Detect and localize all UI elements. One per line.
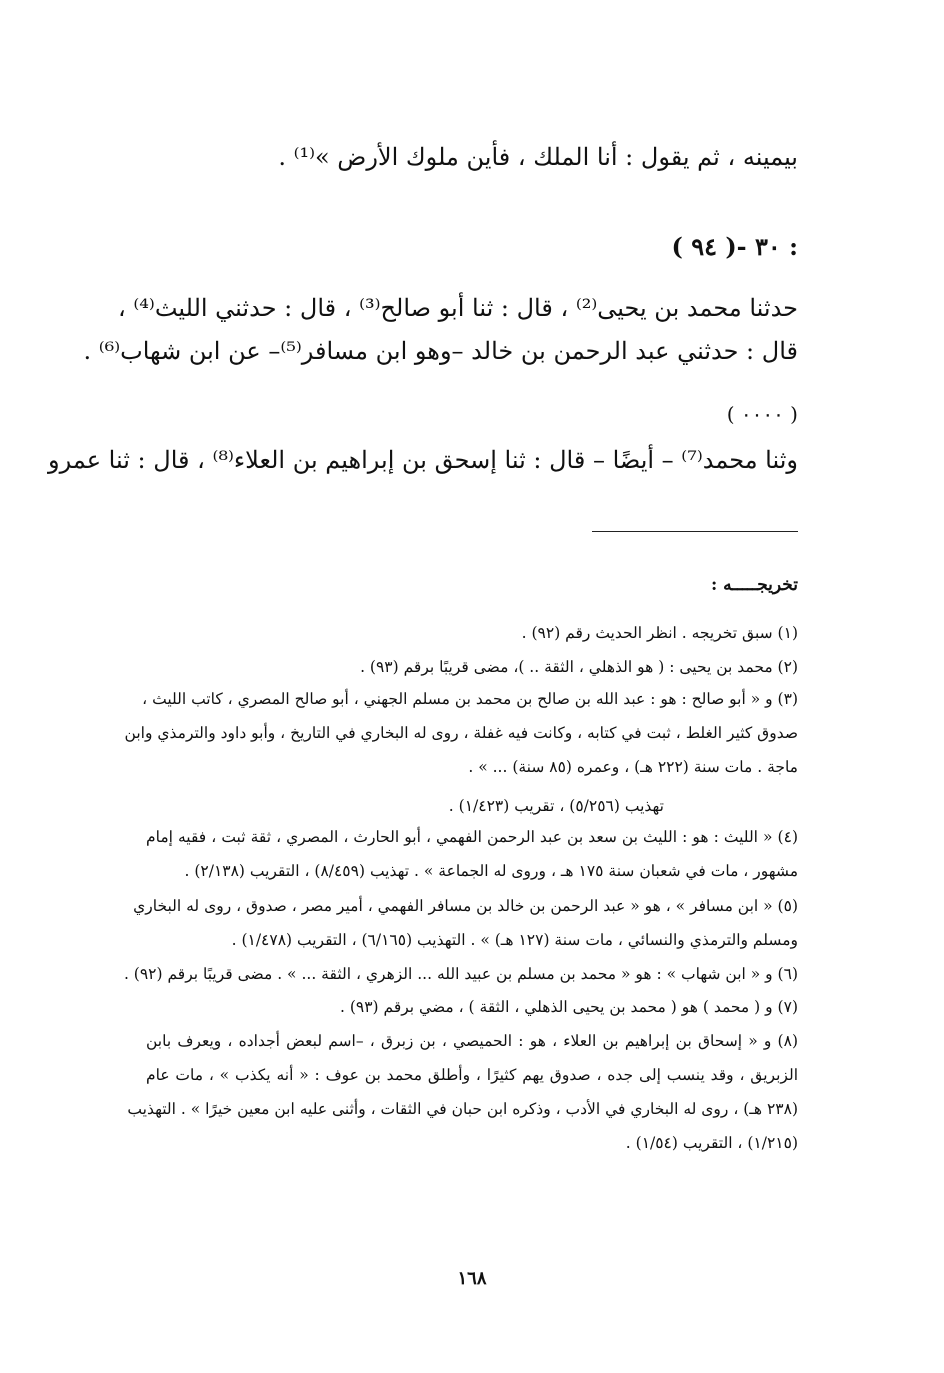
footnote-line: (٢) محمد بن يحيى : ( هو الذهلي ، الثقة .. )، مضى قريبًا برقم (٩٣) . [360,658,798,676]
footnote-line: مشهور ، مات في شعبان سنة ١٧٥ هـ ، وروى له الجماعة » . تهذيب (٨/٤٥٩) ، التقريب (٢/١٣٨) . [184,862,798,880]
main-text-line-3: قال : حدثني عبد الرحمن بن خالد –وهو ابن مسافر⁽⁵⁾– عن ابن شهاب⁽⁶⁾ . [83,337,798,365]
footnote-line: (٨) و « إسحاق بن إبراهيم بن العلاء ، هو : الحميصي ، بن زبرق ، –اسم لبعض أجداده ، ويعرف بابن [146,1032,798,1050]
footnote-line: ومسلم والترمذي والنسائي ، مات سنة (١٢٧ هـ) » . التهذيب (٦/١٦٥) ، التقريب (١/٤٧٨) . [231,931,798,949]
footnote-line: ماجة . مات سنة (٢٢٢ هـ) ، وعمره (٨٥ سنة) ... » . [468,758,798,776]
footnote-line: (٢٣٨ هـ) ، روى له البخاري في الأدب ، وذكره ابن حبان في الثقات ، وأثنى عليه ابن معين خيرًا » . التهذيب [127,1100,798,1118]
main-text-line-2: حدثنا محمد بن يحيى⁽²⁾ ، قال : ثنا أبو صالح⁽³⁾ ، قال : حدثني الليث⁽⁴⁾ ، [118,294,798,322]
footnote-line: صدوق كثير الغلط ، ثبت في كتابه ، وكانت فيه غفلة ، روى له البخاري في التاريخ ، وأبو داود والترمذي وابن [124,724,798,742]
footnote-line: تهذيب (٥/٢٥٦) ، تقريب (١/٤٢٣) . [448,797,664,815]
footnote-line: الزبريق ، وقد ينسب إلى جده ، صدوق يهم كثيرًا ، وأطلق محمد بن عوف : « أنه يكذب » ، مات عام [146,1066,798,1084]
footnote-line: (٥) « ابن مسافر » ، هو « عبد الرحمن بن خالد بن مسافر الفهمي ، أمير مصر ، صدوق ، روى له البخاري [133,897,798,915]
main-text-line-4: وثنا محمد⁽⁷⁾ – أيضًا – قال : ثنا إسحق بن إبراهيم بن العلاء⁽⁸⁾ ، قال : ثنا عمرو [48,446,798,474]
footnote-line: (١) سبق تخريجه . انظر الحديث رقم (٩٢) . [521,624,798,642]
hadith-number: ٣٠ -( ٩٤ ) : [671,232,798,261]
footnote-line: (٤) « الليث : هو : الليث بن سعد بن عبد الرحمن الفهمي ، أبو الحارث ، المصري ، ثقة ثبت ، فقيه إمام [146,828,798,846]
page-number: ١٦٨ [457,1268,487,1289]
footnotes-title: تخريجـــــه : [710,575,798,595]
footnote-line: (٣) و « أبو صالح : هو : عبد الله بن صالح بن محمد بن مسلم الجهني ، أبو صالح المصري ، كاتب الليث ، [142,690,798,708]
footnote-line: (٦) و « ابن شهاب » : هو « محمد بن مسلم بن عبيد الله ... الزهري ، الثقة ... » . مضى قريبًا برقم (٩٢) . [123,965,798,983]
main-text-line-1: بيمينه ، ثم يقول : أنا الملك ، فأين ملوك الأرض »⁽¹⁾ . [278,143,798,171]
footnote-line: (١/٢١٥) ، التقريب (١/٥٤) . [625,1134,798,1152]
footnote-line: (٧) و ( محمد ) هو ( محمد بن يحيى الذهلي ، الثقة ) ، مضي برقم (٩٣) . [339,998,798,1016]
footnote-separator [592,531,798,532]
section-marker: ( ٠٠٠٠ ) [726,402,798,426]
